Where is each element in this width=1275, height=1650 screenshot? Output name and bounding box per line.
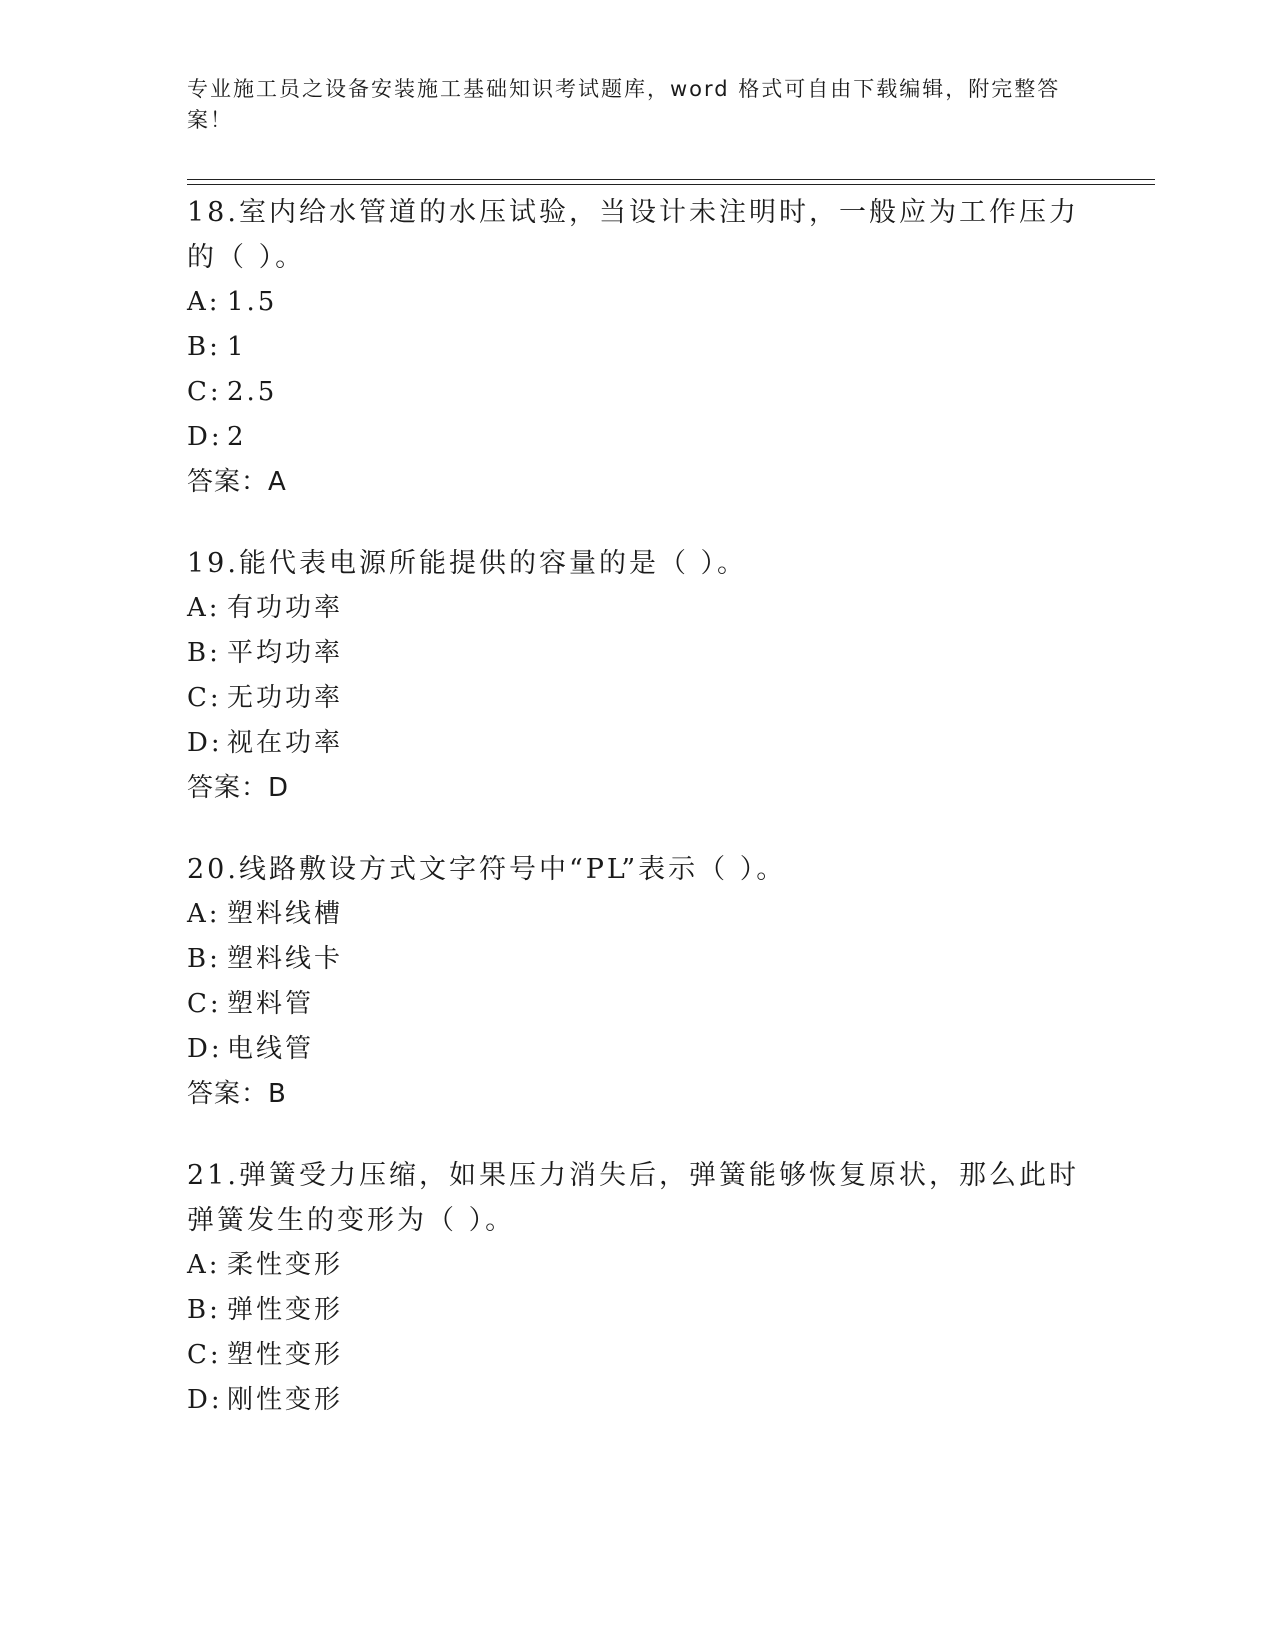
question-stem: 18.室内给水管道的水压试验，当设计未注明时，一般应为工作压力的（ ）。	[187, 197, 1079, 273]
page-header: 专业施工员之设备安装施工基础知识考试题库，word 格式可自由下载编辑，附完整答案！	[187, 77, 1061, 132]
option-text: 塑料管	[227, 989, 315, 1019]
option-text: 弹性变形	[227, 1295, 344, 1325]
question-19	[187, 541, 1087, 810]
option-c	[187, 982, 1087, 1027]
option-b	[187, 631, 1087, 676]
question-21	[187, 1153, 1087, 1423]
option-text: 刚性变形	[227, 1385, 344, 1415]
answer-line: 答案：B	[187, 1079, 287, 1109]
option-c	[187, 370, 1087, 415]
option-text: 塑料线卡	[227, 944, 344, 974]
option-key: A:	[187, 287, 221, 317]
option-key: A:	[187, 1250, 221, 1280]
option-c	[187, 676, 1087, 721]
option-a	[187, 586, 1087, 631]
option-a	[187, 892, 1087, 937]
option-text: 2.5	[227, 377, 278, 407]
option-key: C:	[187, 683, 222, 713]
option-text: 1.5	[227, 287, 278, 317]
option-key: B:	[187, 638, 221, 668]
answer-line: 答案：D	[187, 773, 290, 803]
option-key: C:	[187, 989, 222, 1019]
option-key: B:	[187, 944, 221, 974]
option-d	[187, 1027, 1087, 1072]
question-stem: 20.线路敷设方式文字符号中“PL”表示（ ）。	[187, 854, 787, 885]
option-text: 柔性变形	[227, 1250, 344, 1280]
option-c	[187, 1333, 1087, 1378]
answer-line: 答案：A	[187, 467, 287, 497]
option-key: D:	[187, 1034, 223, 1064]
option-d	[187, 721, 1087, 766]
header-divider-bottom	[187, 184, 1155, 185]
option-key: C:	[187, 377, 222, 407]
question-stem: 19.能代表电源所能提供的容量的是（ ）。	[187, 548, 748, 579]
option-text: 1	[227, 332, 247, 362]
option-key: C:	[187, 1340, 222, 1370]
option-b	[187, 1288, 1087, 1333]
option-text: 平均功率	[227, 638, 344, 668]
option-d	[187, 415, 1087, 460]
option-key: B:	[187, 332, 221, 362]
question-list	[187, 190, 1087, 1460]
option-text: 电线管	[227, 1034, 315, 1064]
option-a	[187, 1243, 1087, 1288]
option-key: D:	[187, 728, 223, 758]
question-stem: 21.弹簧受力压缩，如果压力消失后，弹簧能够恢复原状，那么此时弹簧发生的变形为（ ）。	[187, 1160, 1079, 1236]
option-key: A:	[187, 899, 221, 929]
option-key: D:	[187, 1385, 223, 1415]
option-b	[187, 937, 1087, 982]
option-key: D:	[187, 422, 223, 452]
option-text: 塑料线槽	[227, 899, 344, 929]
option-key: B:	[187, 1295, 221, 1325]
option-key: A:	[187, 593, 221, 623]
option-text: 无功功率	[227, 683, 344, 713]
option-b	[187, 325, 1087, 370]
option-a	[187, 280, 1087, 325]
header-divider-top	[187, 179, 1155, 180]
question-18	[187, 190, 1087, 504]
option-text: 塑性变形	[227, 1340, 344, 1370]
option-text: 视在功率	[227, 728, 344, 758]
question-20	[187, 847, 1087, 1116]
option-text: 2	[227, 422, 247, 452]
option-d	[187, 1378, 1087, 1423]
option-text: 有功功率	[227, 593, 344, 623]
